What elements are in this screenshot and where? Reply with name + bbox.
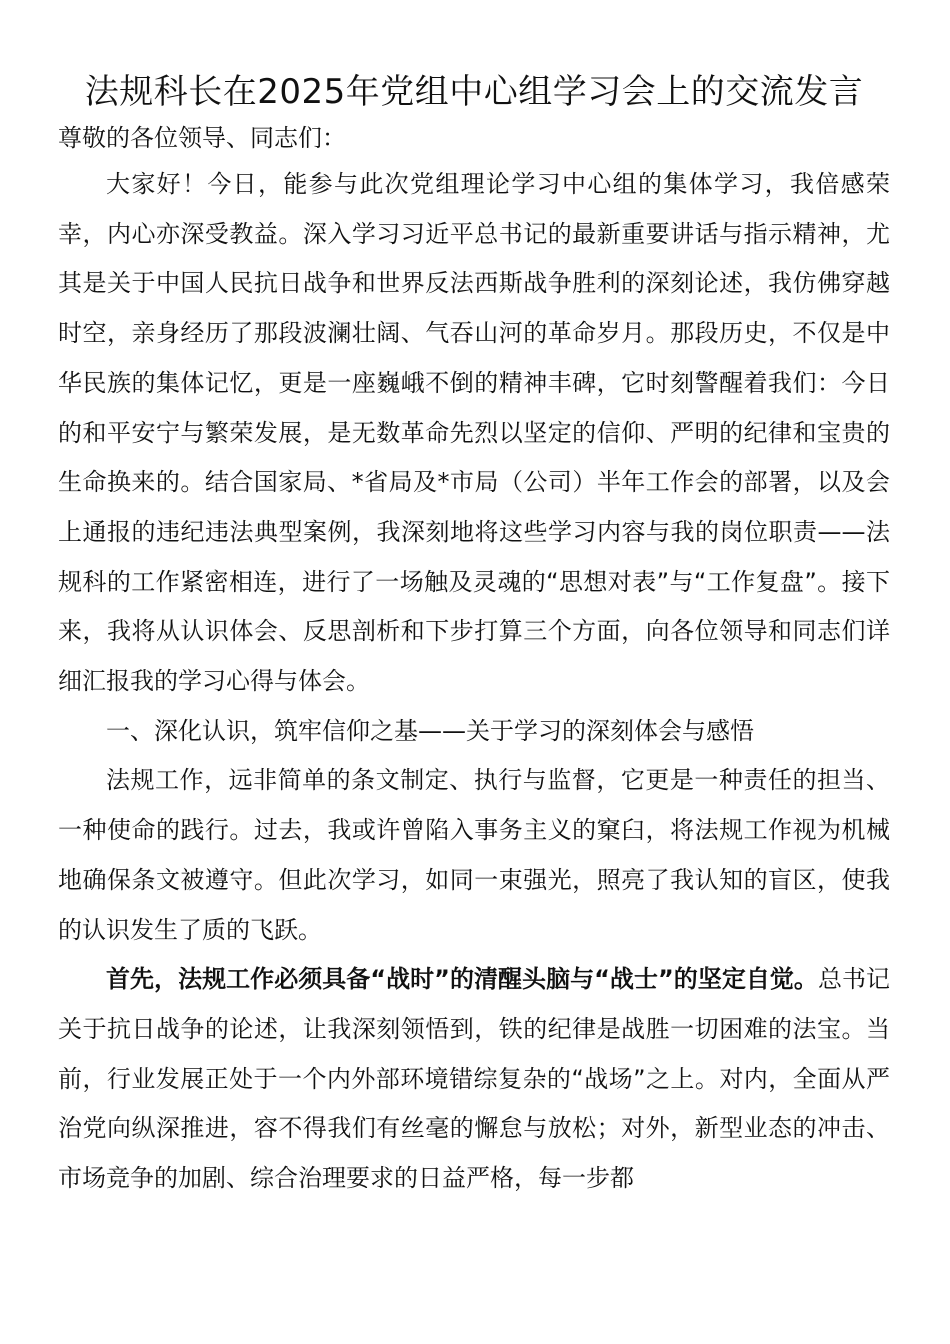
salutation: 尊敬的各位领导、同志们： xyxy=(58,124,346,152)
first-point-body: 总书记关于抗日战争的论述，让我深刻领悟到，铁的纪律是战胜一切困难的法宝。当前，行业发展正处于一个内外部环境错综复杂的“战场”之上。对内，全面从严治党向纵深推进，容不得我们有丝毫的懈怠与放松；对外，新型业态的冲击、市场竞争的加剧、综合治理要求的日益严格，每一步都 xyxy=(58,965,891,1193)
paragraph-first-point xyxy=(58,955,890,1204)
document-page xyxy=(58,68,890,1204)
paragraph-law-work: 法规工作，远非简单的条文制定、执行与监督，它更是一种责任的担当、一种使命的践行。过去，我或许曾陷入事务主义的窠臼，将法规工作视为机械地确保条文被遵守。但此次学习，如同一束强光，照亮了我认知的盲区，使我的认识发生了质的飞跃。 xyxy=(58,766,890,944)
first-point-lead: 首先，法规工作必须具备“战时”的清醒头脑与“战士”的坚定自觉。 xyxy=(106,965,818,994)
paragraph-intro: 大家好！今日，能参与此次党组理论学习中心组的集体学习，我倍感荣幸，内心亦深受教益。深入学习习近平总书记的最新重要讲话与指示精神，尤其是关于中国人民抗日战争和世界反法西斯战争胜利的深刻论述，我仿佛穿越时空，亲身经历了那段波澜壮阔、气吞山河的革命岁月。那段历史，不仅是中华民族的集体记忆，更是一座巍峨不倒的精神丰碑，它时刻警醒着我们：今日的和平安宁与繁荣发展，是无数革命先烈以坚定的信仰、严明的纪律和宝贵的生命换来的。结合国家局、*省局及*市局（公司）半年工作会的部署，以及会上通报的违纪违法典型案例，我深刻地将这些学习内容与我的岗位职责——法规科的工作紧密相连，进行了一场触及灵魂的“思想对表”与“工作复盘”。接下来，我将从认识体会、反思剖析和下步打算三个方面，向各位领导和同志们详细汇报我的学习心得与体会。 xyxy=(58,170,890,696)
document-title: 法规科长在2025年党组中心组学习会上的交流发言 xyxy=(84,72,864,112)
section-heading-1: 一、深化认识，筑牢信仰之基——关于学习的深刻体会与感悟 xyxy=(106,716,754,745)
